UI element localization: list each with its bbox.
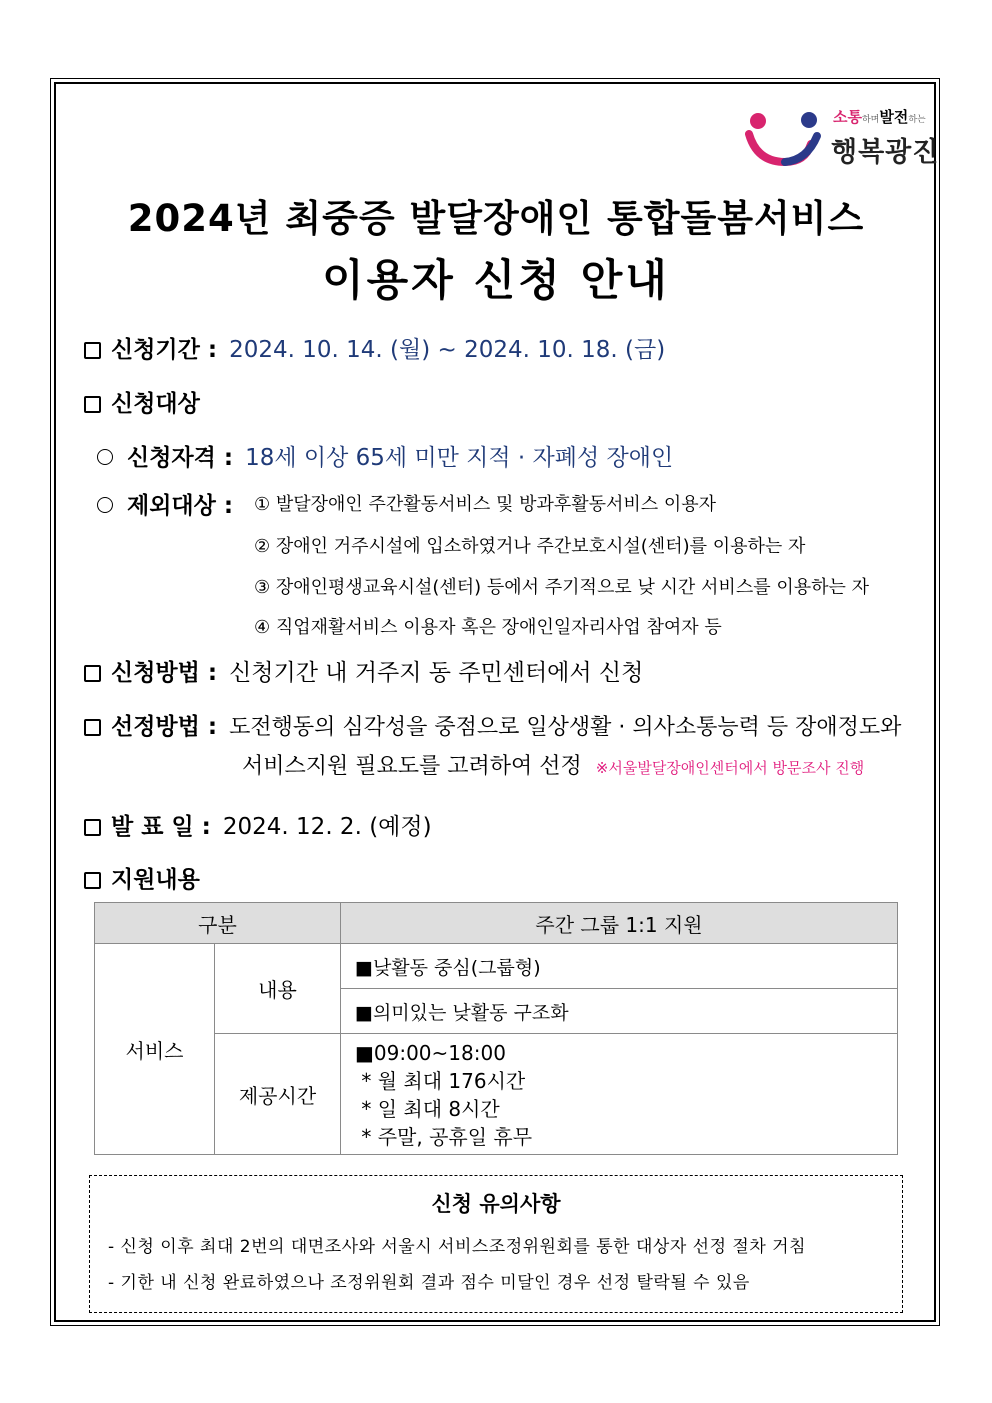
content-item: ■낮활동 중심(그룹형) <box>341 944 898 989</box>
logo-name: 행복광진 <box>831 137 940 168</box>
target-row <box>84 385 200 418</box>
selection-row-2 <box>242 749 864 780</box>
checkbox-icon <box>84 719 101 736</box>
checkbox-icon <box>84 342 101 359</box>
exclusion-item: ④ 직업재활서비스 이용자 혹은 장애인일자리사업 참여자 등 <box>254 617 722 638</box>
notice-line: - 신청 이후 최대 2번의 대면조사와 서울시 서비스조정위원회를 통한 대상자 선정 절차 거침 <box>108 1237 806 1257</box>
logo <box>745 104 940 168</box>
exclusion-label: 제외대상 : <box>127 493 234 519</box>
table-header-category: 구분 <box>95 903 341 944</box>
selection-line1: 도전행동의 심각성을 중점으로 일상생활 · 의사소통능력 등 장애정도와 <box>229 715 902 740</box>
method-value: 신청기간 내 거주지 동 주민센터에서 신청 <box>229 660 644 686</box>
support-label: 지원내용 <box>111 867 200 893</box>
announce-label: 발 표 일 : <box>111 814 211 840</box>
method-label: 신청방법 : <box>111 660 218 686</box>
notice-box <box>89 1175 903 1313</box>
logo-slogan: 소통하며발전하는 <box>833 108 926 126</box>
qualification-row <box>97 439 673 472</box>
hours-label: 제공시간 <box>215 1034 341 1155</box>
method-row <box>84 654 643 687</box>
target-label: 신청대상 <box>111 391 200 417</box>
hours-cell <box>341 1034 898 1155</box>
announce-value: 2024. 12. 2. (예정) <box>222 814 432 840</box>
page-title-line2: 이용자 신청 안내 <box>322 256 670 306</box>
hours-item: * 월 최대 176시간 <box>355 1069 526 1093</box>
hours-item: * 일 최대 8시간 <box>355 1097 500 1121</box>
period-row <box>84 331 665 364</box>
exclusion-item: ③ 장애인평생교육시설(센터) 등에서 주기적으로 낮 시간 서비스를 이용하는 자 <box>254 577 869 598</box>
hours-item: * 주말, 공휴일 휴무 <box>355 1125 533 1149</box>
page-title-line1: 2024년 최중증 발달장애인 통합돌봄서비스 <box>127 197 865 240</box>
period-value: 2024. 10. 14. (월) ~ 2024. 10. 18. (금) <box>229 337 666 363</box>
selection-row <box>84 708 901 741</box>
notice-line: - 기한 내 신청 완료하였으나 조정위원회 결과 점수 미달인 경우 선정 탈락될 수 있음 <box>108 1273 750 1293</box>
selection-note: ※서울발달장애인센터에서 방문조사 진행 <box>595 759 865 777</box>
circle-bullet-icon <box>97 449 113 465</box>
logo-mark-icon <box>745 104 825 168</box>
announce-row <box>84 808 432 841</box>
qualification-value: 18세 이상 65세 미만 지적 · 자폐성 장애인 <box>245 445 674 471</box>
support-table <box>94 902 898 1155</box>
selection-line2: 서비스지원 필요도를 고려하여 선정 <box>242 754 582 779</box>
checkbox-icon <box>84 396 101 413</box>
content-item: ■의미있는 낮활동 구조화 <box>341 989 898 1034</box>
checkbox-icon <box>84 872 101 889</box>
circle-bullet-icon <box>97 497 113 513</box>
checkbox-icon <box>84 665 101 682</box>
exclusion-item: ① 발달장애인 주간활동서비스 및 방과후활동서비스 이용자 <box>254 494 717 515</box>
notice-title: 신청 유의사항 <box>431 1192 561 1216</box>
hours-item: ■09:00~18:00 <box>355 1041 506 1065</box>
support-row <box>84 861 200 894</box>
exclusion-row <box>97 487 233 520</box>
content-label: 내용 <box>215 944 341 1034</box>
exclusion-item: ② 장애인 거주시설에 입소하였거나 주간보호시설(센터)를 이용하는 자 <box>254 536 806 557</box>
period-label: 신청기간 : <box>111 337 218 363</box>
table-header-support: 주간 그룹 1:1 지원 <box>341 903 898 944</box>
checkbox-icon <box>84 819 101 836</box>
row-group-service: 서비스 <box>95 944 215 1155</box>
qualification-label: 신청자격 : <box>127 445 234 471</box>
selection-label: 선정방법 : <box>111 714 218 740</box>
